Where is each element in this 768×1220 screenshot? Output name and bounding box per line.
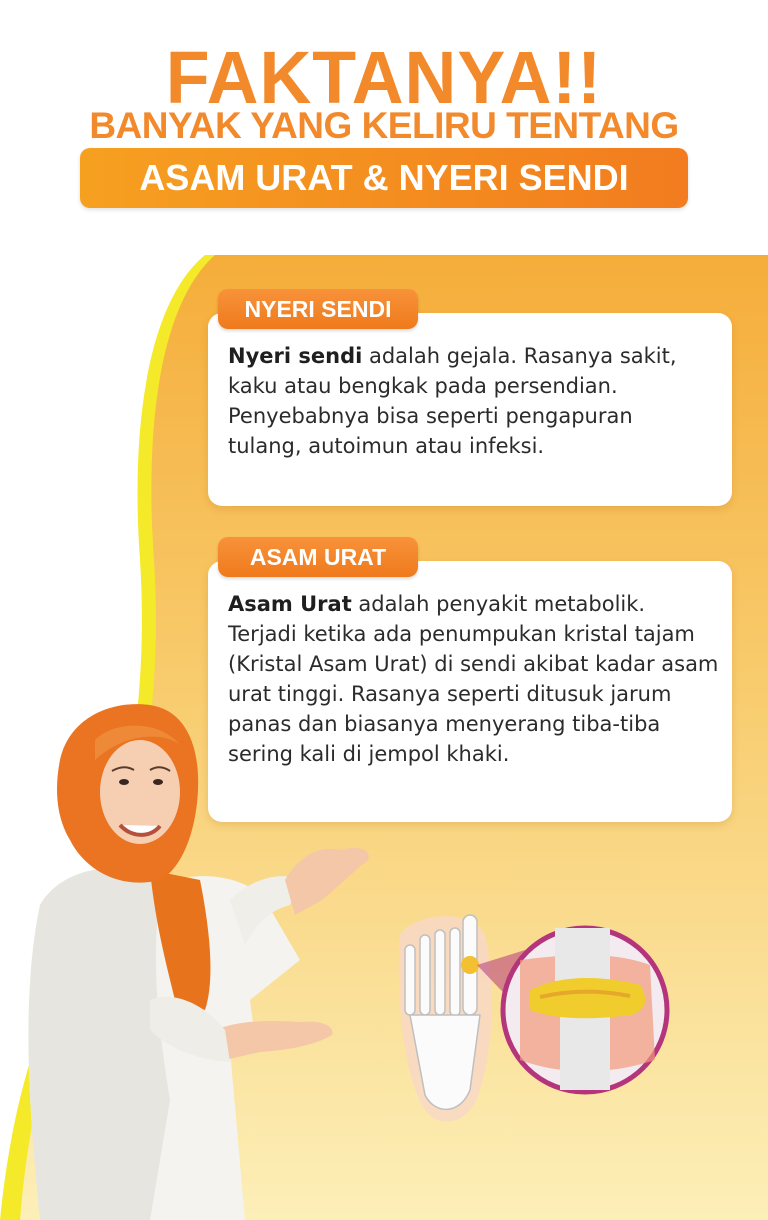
desc-nyeri-sendi: adalah gejala. Rasanya sakit, kaku atau bengkak pada persendian. Penyebabnya bisa seperti pengapuran tulang, autoimun atau infeksi.	[228, 344, 677, 458]
foot-bones-illustration	[399, 915, 492, 1122]
title-banner: ASAM URAT & NYERI SENDI	[80, 148, 688, 208]
page-subtitle: BANYAK YANG KELIRU TENTANG	[89, 105, 679, 146]
label-nyeri-sendi: NYERI SENDI	[218, 289, 418, 329]
page-title: FAKTANYA!!	[165, 36, 603, 119]
label-asam-urat: ASAM URAT	[218, 537, 418, 577]
term-asam-urat: Asam Urat	[228, 592, 352, 616]
desc-asam-urat: adalah penyakit metabolik. Terjadi ketika ada penumpukan kristal tajam (Kristal Asam Urat) di sendi akibat kadar asam urat tinggi. Rasanya seperti ditusuk jarum panas dan biasanya menyerang tiba-tiba sering kali di jempol khaki.	[228, 592, 719, 766]
term-nyeri-sendi: Nyeri sendi	[228, 344, 363, 368]
gout-joint-magnifier-illustration	[477, 928, 667, 1092]
woman-presenter-illustration	[28, 704, 368, 1220]
